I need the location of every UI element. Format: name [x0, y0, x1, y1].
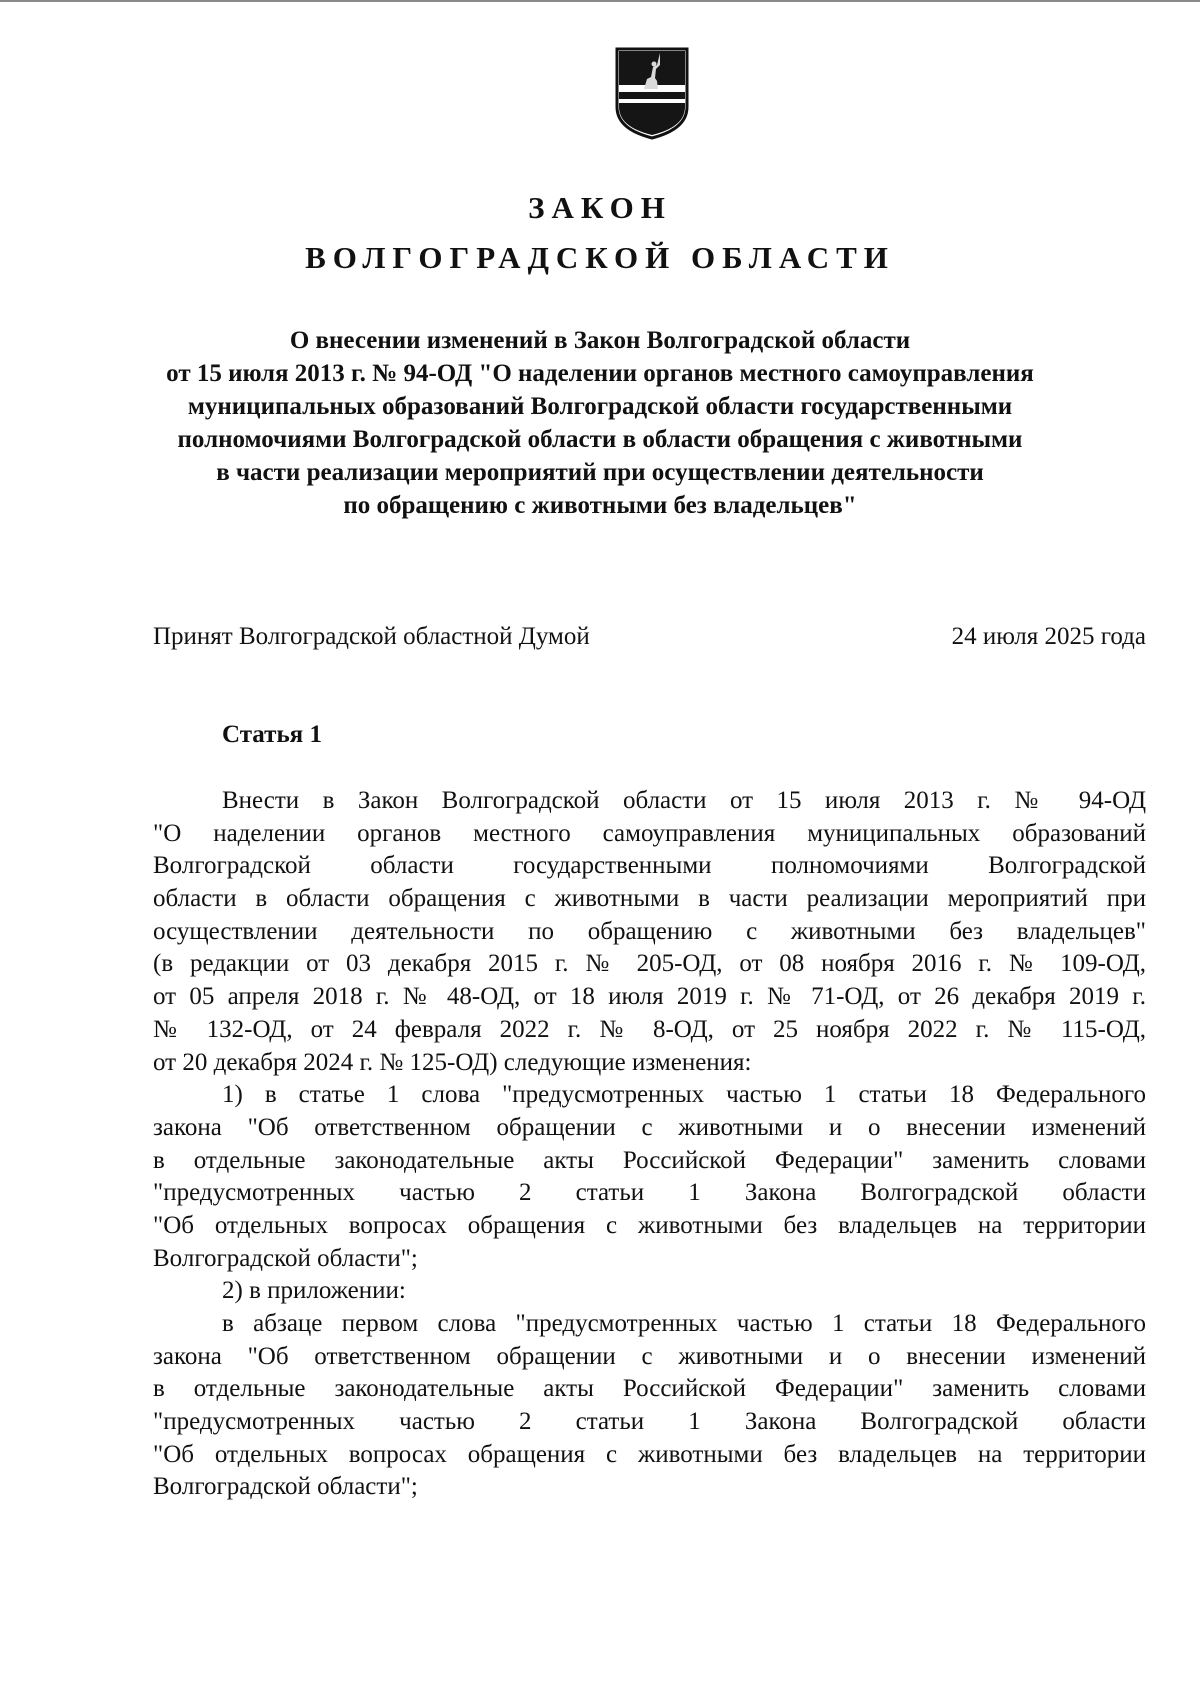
article-line: 2) в приложении: [222, 1277, 406, 1305]
subject-line: от 15 июля 2013 г. № 94-ОД "О наделении органов местного самоуправления [166, 360, 1034, 387]
coat-of-arms-icon [613, 45, 691, 141]
article-line: "Об отдельных вопросах обращения с животными без владельцев на территории [153, 1440, 1146, 1468]
article-line: № 132-ОД, от 24 февраля 2022 г. № 8-ОД, от 25 ноября 2022 г. № 115-ОД, [153, 1015, 1146, 1043]
article-line: в отдельные законодательные акты Российской Федерации" заменить словами [153, 1146, 1146, 1174]
law-heading [0, 183, 1200, 283]
law-subject [120, 324, 1080, 522]
article-line: (в редакции от 03 декабря 2015 г. № 205-ОД, от 08 ноября 2016 г. № 109-ОД, [153, 950, 1146, 978]
article-line: Волгоградской области государственными полномочиями Волгоградской [153, 852, 1146, 880]
article-line: области в области обращения с животными в части реализации мероприятий при [153, 885, 1146, 913]
adoption-date: 24 июля 2025 года [951, 623, 1146, 650]
page-top-edge [0, 0, 1200, 2]
article-line: осуществлении деятельности по обращению с животными без владельцев" [153, 917, 1146, 945]
subject-line: полномочиями Волгоградской области в области обращения с животными [177, 426, 1023, 453]
article-line: "предусмотренных частью 2 статьи 1 Закона Волгоградской области [153, 1179, 1146, 1207]
adoption-row [153, 620, 1146, 654]
article-line: Волгоградской области"; [153, 1473, 418, 1501]
article-line: "О наделении органов местного самоуправления муниципальных образований [153, 819, 1146, 847]
article-line: Внести в Закон Волгоградской области от 15 июля 2013 г. № 94-ОД [222, 787, 1146, 814]
article-line: закона "Об ответственном обращении с животными и о внесении изменений [153, 1113, 1146, 1141]
article-line: в отдельные законодательные акты Российской Федерации" заменить словами [153, 1375, 1146, 1403]
article-body [153, 785, 1146, 1504]
adopted-by: Принят Волгоградской областной Думой [153, 623, 590, 650]
article-line: Волгоградской области"; [153, 1244, 418, 1272]
subject-line: О внесении изменений в Закон Волгоградской области [289, 327, 911, 354]
law-title: ЗАКОН [528, 190, 672, 225]
article-line: закона "Об ответственном обращении с животными и о внесении изменений [153, 1342, 1146, 1370]
article-line: от 20 декабря 2024 г. № 125-ОД) следующие изменения: [153, 1048, 752, 1076]
subject-line: в части реализации мероприятий при осуществлении деятельности [216, 459, 984, 486]
article-line: "Об отдельных вопросах обращения с животными без владельцев на территории [153, 1211, 1146, 1239]
article-line: 1) в статье 1 слова "предусмотренных частью 1 статьи 18 Федерального [222, 1081, 1146, 1109]
subject-line: по обращению с животными без владельцев" [343, 492, 857, 519]
article-line: в абзаце первом слова "предусмотренных частью 1 статьи 18 Федерального [222, 1310, 1146, 1337]
article-heading: Статья 1 [222, 721, 322, 748]
subject-line: муниципальных образований Волгоградской области государственными [187, 393, 1013, 420]
law-region: ВОЛГОГРАДСКОЙ ОБЛАСТИ [305, 240, 895, 275]
article-line: "предусмотренных частью 2 статьи 1 Закона Волгоградской области [153, 1408, 1146, 1436]
article-line: от 05 апреля 2018 г. № 48-ОД, от 18 июля 2019 г. № 71-ОД, от 26 декабря 2019 г. [153, 983, 1146, 1011]
